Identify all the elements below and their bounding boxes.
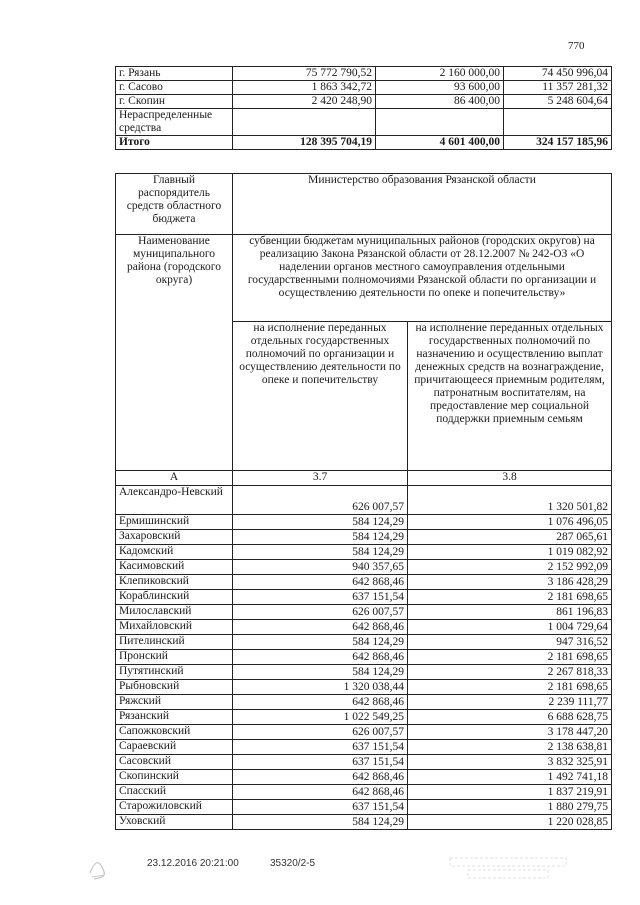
- table-row: [116, 635, 612, 650]
- value-3-7: 642 868,46: [233, 770, 408, 785]
- value-3-7: 584 124,29: [233, 635, 408, 650]
- value-3-8: 1 019 082,92: [408, 545, 612, 560]
- value-3-8: 6 688 628,75: [408, 710, 612, 725]
- table-row: [116, 710, 612, 725]
- value-3-8: 2 181 698,65: [408, 650, 612, 665]
- district-name: Касимовский: [116, 560, 233, 575]
- district-name: Пителинский: [116, 635, 233, 650]
- summary-table: [115, 66, 612, 150]
- district-name: Александро-Невский: [116, 486, 233, 515]
- value-3-7: 584 124,29: [233, 545, 408, 560]
- value-3-8: 1 837 219,91: [408, 785, 612, 800]
- value-3-8: 3 178 447,20: [408, 725, 612, 740]
- code-a: А: [116, 471, 233, 486]
- value-3-8: 1 004 729,64: [408, 620, 612, 635]
- footer-doc-id: 35320/2-5: [270, 858, 316, 869]
- value-3-8: 2 239 111,77: [408, 695, 612, 710]
- district-name: Путятинский: [116, 665, 233, 680]
- value-3-8: 1 220 028,85: [408, 815, 612, 830]
- value-3-8: 3 832 325,91: [408, 755, 612, 770]
- watermark-stamp: [448, 854, 568, 882]
- value-3-8: 1 320 501,82: [408, 486, 612, 515]
- subvention-title: субвенции бюджетам муниципальных районов (городских округов) на реализацию Закона Рязанской области от 28.12.2007 № 242-ОЗ «О наделении органов местного самоуправления отдельными государственными полномочиями Рязанской области по организации и осуществлению деятельности по опеке и попечительству»: [233, 235, 612, 322]
- code-3-7: 3.7: [233, 471, 408, 486]
- value-3-8: 1 880 279,75: [408, 800, 612, 815]
- summary-row: [116, 67, 612, 81]
- summary-row-value-2: 2 160 000,00: [376, 67, 504, 81]
- district-name: Скопинский: [116, 770, 233, 785]
- table-row: [116, 560, 612, 575]
- summary-row-value-2: [376, 109, 504, 136]
- table-row: [116, 650, 612, 665]
- summary-row-name: г. Сасово: [116, 81, 233, 95]
- summary-row-value-1: 75 772 790,52: [233, 67, 376, 81]
- table-row: [116, 725, 612, 740]
- district-name: Михайловский: [116, 620, 233, 635]
- district-name: Ермишинский: [116, 515, 233, 530]
- value-3-7: 642 868,46: [233, 620, 408, 635]
- value-3-7: 637 151,54: [233, 590, 408, 605]
- value-3-8: 287 065,61: [408, 530, 612, 545]
- district-name: Милославский: [116, 605, 233, 620]
- value-3-7: 584 124,29: [233, 530, 408, 545]
- district-name: Рязанский: [116, 710, 233, 725]
- value-3-7: 584 124,29: [233, 515, 408, 530]
- district-name: Спасский: [116, 785, 233, 800]
- table-row: [116, 800, 612, 815]
- value-3-7: 584 124,29: [233, 665, 408, 680]
- summary-row: [116, 109, 612, 136]
- signature-stamp-icon: [86, 853, 108, 883]
- value-3-7: 642 868,46: [233, 695, 408, 710]
- summary-row-name: Нераспределенные средства: [116, 109, 233, 136]
- value-3-7: 626 007,57: [233, 605, 408, 620]
- value-3-7: 642 868,46: [233, 785, 408, 800]
- table-row: [116, 590, 612, 605]
- value-3-7: 626 007,57: [233, 486, 408, 515]
- value-3-8: 1 076 496,05: [408, 515, 612, 530]
- value-3-8: 1 492 741,18: [408, 770, 612, 785]
- table-row: [116, 755, 612, 770]
- value-3-7: 637 151,54: [233, 800, 408, 815]
- district-label: Наименование муниципального района (городского округа): [116, 235, 233, 471]
- table-row: [116, 770, 612, 785]
- value-3-8: 2 267 818,33: [408, 665, 612, 680]
- footer-datetime: 23.12.2016 20:21:00: [147, 858, 239, 869]
- summary-row-value-3: 74 450 996,04: [504, 67, 612, 81]
- total-value-3: 324 157 185,96: [504, 136, 612, 150]
- district-name: Захаровский: [116, 530, 233, 545]
- value-3-7: 1 022 549,25: [233, 710, 408, 725]
- table-row: [116, 545, 612, 560]
- table-row: [116, 620, 612, 635]
- summary-row-name: г. Рязань: [116, 67, 233, 81]
- summary-row-value-3: 5 248 604,64: [504, 95, 612, 109]
- value-3-8: 947 316,52: [408, 635, 612, 650]
- summary-row-value-3: [504, 109, 612, 136]
- summary-row-value-1: 1 863 342,72: [233, 81, 376, 95]
- summary-row-value-2: 86 400,00: [376, 95, 504, 109]
- table-row: [116, 815, 612, 830]
- summary-row-value-3: 11 357 281,32: [504, 81, 612, 95]
- value-3-7: 637 151,54: [233, 740, 408, 755]
- value-3-7: 637 151,54: [233, 755, 408, 770]
- district-name: Сапожковский: [116, 725, 233, 740]
- value-3-7: 626 007,57: [233, 725, 408, 740]
- value-3-7: 584 124,29: [233, 815, 408, 830]
- subvention-table: [115, 173, 612, 830]
- district-name: Старожиловский: [116, 800, 233, 815]
- summary-row: [116, 81, 612, 95]
- summary-row-value-1: 2 420 248,90: [233, 95, 376, 109]
- table-row: [116, 695, 612, 710]
- total-value-2: 4 601 400,00: [376, 136, 504, 150]
- distributor-label: Главный распорядитель средств областного бюджета: [116, 174, 233, 235]
- table-row: [116, 665, 612, 680]
- table-row: [116, 605, 612, 620]
- column-3-8-header: на исполнение переданных отдельных государственных полномочий по назначению и осуществлению выплат денежных средств на вознаграждение, причитающееся приемным родителям, патронатным воспитателям, на предоставление мер социальной поддержки приемным семьям: [408, 322, 612, 471]
- total-value-1: 128 395 704,19: [233, 136, 376, 150]
- district-name: Рыбновский: [116, 680, 233, 695]
- summary-row: [116, 95, 612, 109]
- table-row: [116, 486, 612, 515]
- table-row: [116, 515, 612, 530]
- district-name: Кораблинский: [116, 590, 233, 605]
- value-3-7: 642 868,46: [233, 650, 408, 665]
- value-3-7: 940 357,65: [233, 560, 408, 575]
- value-3-8: 2 152 992,09: [408, 560, 612, 575]
- value-3-8: 2 138 638,81: [408, 740, 612, 755]
- value-3-7: 642 868,46: [233, 575, 408, 590]
- total-label: Итого: [116, 136, 233, 150]
- district-name: Ряжский: [116, 695, 233, 710]
- district-name: Сараевский: [116, 740, 233, 755]
- summary-row-value-1: [233, 109, 376, 136]
- district-name: Сасовский: [116, 755, 233, 770]
- column-3-7-header: на исполнение переданных отдельных государственных полномочий по организации и осуществлению деятельности по опеке и попечительству: [233, 322, 408, 471]
- table-row: [116, 740, 612, 755]
- value-3-8: 2 181 698,65: [408, 590, 612, 605]
- value-3-8: 3 186 428,29: [408, 575, 612, 590]
- summary-total-row: [116, 136, 612, 150]
- table-row: [116, 680, 612, 695]
- value-3-8: 861 196,83: [408, 605, 612, 620]
- district-name: Пронский: [116, 650, 233, 665]
- distributor-value: Министерство образования Рязанской области: [233, 174, 612, 235]
- value-3-8: 2 181 698,65: [408, 680, 612, 695]
- table-row: [116, 530, 612, 545]
- table-row: [116, 575, 612, 590]
- value-3-7: 1 320 038,44: [233, 680, 408, 695]
- district-name: Уховский: [116, 815, 233, 830]
- district-name: Клепиковский: [116, 575, 233, 590]
- district-name: Кадомский: [116, 545, 233, 560]
- code-3-8: 3.8: [408, 471, 612, 486]
- summary-row-name: г. Скопин: [116, 95, 233, 109]
- summary-row-value-2: 93 600,00: [376, 81, 504, 95]
- page-number: 770: [568, 40, 585, 52]
- table-row: [116, 785, 612, 800]
